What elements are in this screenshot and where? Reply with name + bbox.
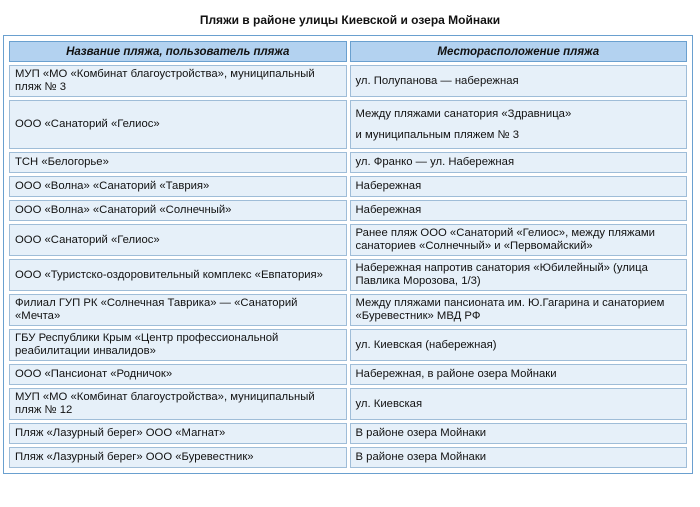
beach-location-cell: В районе озера Мойнаки <box>350 447 688 468</box>
beach-location-cell: Набережная напротив санатория «Юбилейный» (улица Павлика Морозова, 1/3) <box>350 259 688 291</box>
table-row <box>9 388 687 420</box>
beach-name-cell: ООО «Волна» «Санаторий «Таврия» <box>9 176 347 197</box>
beaches-table-frame <box>3 35 693 474</box>
location-line-2: и муниципальным пляжем № 3 <box>355 128 520 141</box>
beach-location-cell: ул. Киевская <box>350 388 688 420</box>
beach-location-cell <box>350 100 688 149</box>
beach-name-cell: ГБУ Республики Крым «Центр профессиональной реабилитации инвалидов» <box>9 329 347 361</box>
beach-name-cell: Пляж «Лазурный берег» ООО «Буревестник» <box>9 447 347 468</box>
column-header-location: Месторасположение пляжа <box>350 41 688 62</box>
beach-name-cell: ТСН «Белогорье» <box>9 152 347 173</box>
beach-location-cell: Между пляжами пансионата им. Ю.Гагарина и санаторием «Буревестник» МВД РФ <box>350 294 688 326</box>
table-row <box>9 176 687 197</box>
beach-location-cell: ул. Полупанова — набережная <box>350 65 688 97</box>
beach-name-cell: ООО «Туристско-оздоровительный комплекс «Евпатория» <box>9 259 347 291</box>
beach-name-cell: МУП «МО «Комбинат благоустройства», муниципальный пляж № 12 <box>9 388 347 420</box>
table-row <box>9 152 687 173</box>
beach-location-cell: Набережная, в районе озера Мойнаки <box>350 364 688 385</box>
table-row <box>9 364 687 385</box>
beach-location-cell: Набережная <box>350 200 688 221</box>
beach-location-cell: В районе озера Мойнаки <box>350 423 688 444</box>
table-row <box>9 200 687 221</box>
beach-location-cell: Ранее пляж ООО «Санаторий «Гелиос», между пляжами санаториев «Солнечный» и «Первомайский» <box>350 224 688 256</box>
table-row <box>9 423 687 444</box>
beaches-table <box>6 38 690 471</box>
table-row <box>9 447 687 468</box>
beach-name-cell: Пляж «Лазурный берег» ООО «Магнат» <box>9 423 347 444</box>
table-header-row <box>9 41 687 62</box>
table-row <box>9 294 687 326</box>
beach-location-cell: ул. Киевская (набережная) <box>350 329 688 361</box>
beach-name-cell: Филиал ГУП РК «Солнечная Таврика» — «Санаторий «Мечта» <box>9 294 347 326</box>
table-row <box>9 224 687 256</box>
table-row <box>9 65 687 97</box>
table-row <box>9 259 687 291</box>
table-row <box>9 100 687 149</box>
beach-location-cell: ул. Франко — ул. Набережная <box>350 152 688 173</box>
beach-location-cell: Набережная <box>350 176 688 197</box>
beach-name-cell: МУП «МО «Комбинат благоустройства», муниципальный пляж № 3 <box>9 65 347 97</box>
page-title: Пляжи в районе улицы Киевской и озера Мойнаки <box>199 13 501 27</box>
location-line-1: Между пляжами санатория «Здравница» <box>355 107 572 120</box>
beach-name-cell: ООО «Волна» «Санаторий «Солнечный» <box>9 200 347 221</box>
beach-name-cell: ООО «Санаторий «Гелиос» <box>9 100 347 149</box>
column-header-name: Название пляжа, пользователь пляжа <box>9 41 347 62</box>
table-row <box>9 329 687 361</box>
beach-name-cell: ООО «Пансионат «Родничок» <box>9 364 347 385</box>
beach-name-cell: ООО «Санаторий «Гелиос» <box>9 224 347 256</box>
